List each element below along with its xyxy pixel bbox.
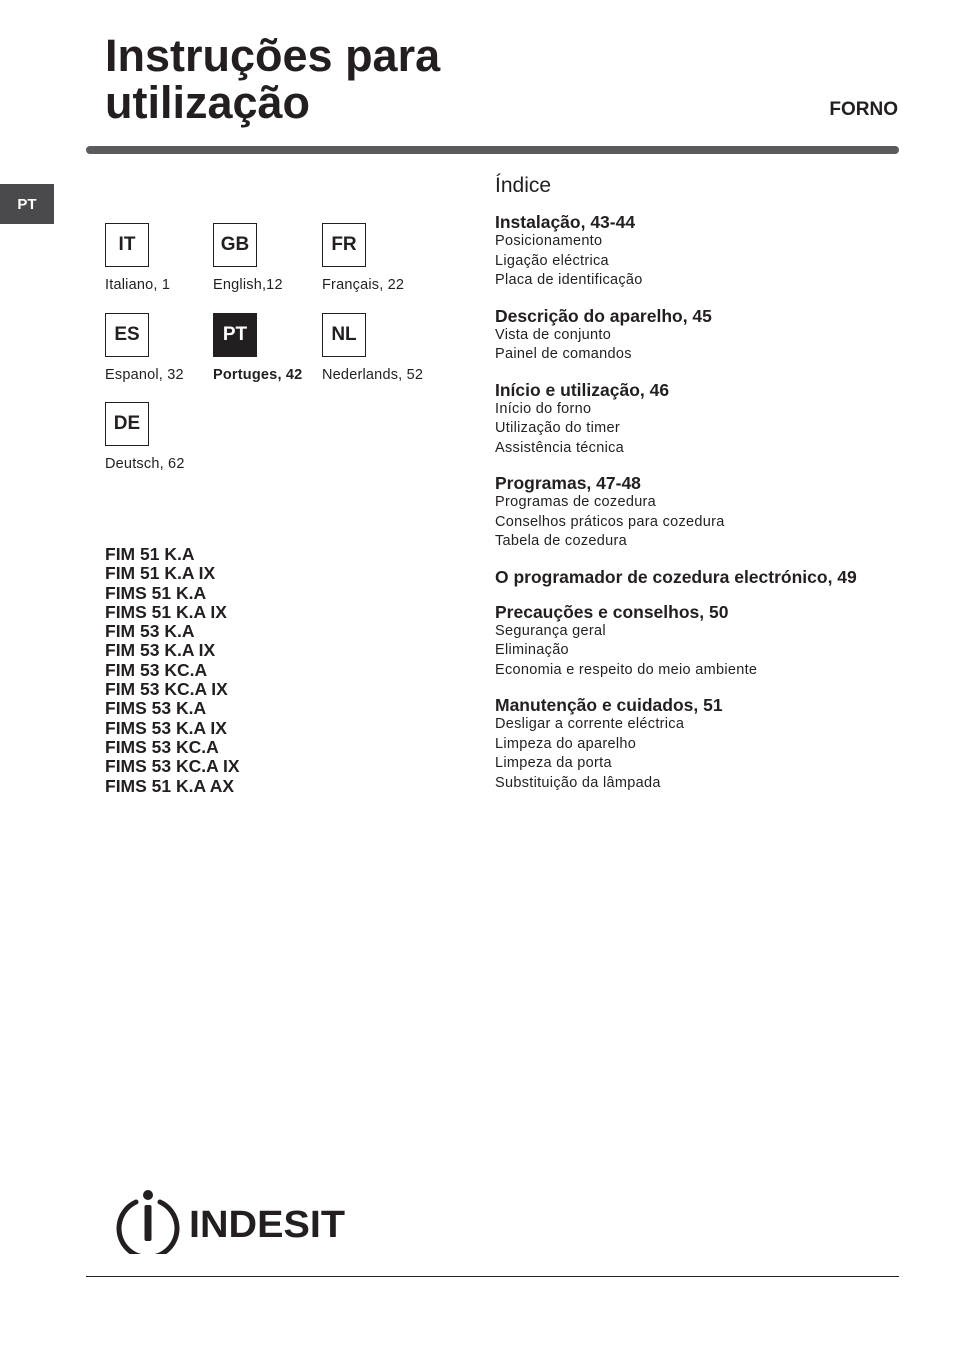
language-code-box: GB xyxy=(213,223,257,267)
toc-item[interactable]: Painel de comandos xyxy=(495,346,632,362)
language-nl[interactable] xyxy=(322,313,424,383)
toc-item[interactable]: Posicionamento xyxy=(495,233,603,249)
toc-title: Índice xyxy=(495,174,552,197)
header-divider xyxy=(86,146,899,154)
language-de[interactable] xyxy=(105,402,185,472)
toc-item[interactable]: Eliminação xyxy=(495,642,569,658)
toc-item[interactable]: Placa de identificação xyxy=(495,272,643,288)
language-es[interactable] xyxy=(105,313,184,383)
toc-item[interactable]: Vista de conjunto xyxy=(495,326,612,343)
indesit-logo-icon xyxy=(116,1188,348,1254)
toc-section xyxy=(495,307,895,365)
toc-section-heading[interactable]: Instalação, 43-44 xyxy=(495,212,636,232)
model-item: FIM 53 K.A IX xyxy=(105,640,216,661)
toc-section xyxy=(495,696,895,793)
toc-section xyxy=(495,474,895,552)
language-side-tab: PT xyxy=(0,184,54,224)
language-label: English,12 xyxy=(213,277,283,293)
toc-item[interactable]: Ligação eléctrica xyxy=(495,252,609,269)
language-code-box: ES xyxy=(105,313,149,357)
toc-item[interactable]: Programas de cozedura xyxy=(495,494,657,510)
toc-section xyxy=(495,603,895,681)
toc-item[interactable]: Limpeza do aparelho xyxy=(495,735,637,752)
language-code-box: DE xyxy=(105,402,149,446)
toc-section-heading[interactable]: Manutenção e cuidados, 51 xyxy=(495,695,723,715)
language-pt[interactable] xyxy=(213,313,303,383)
model-item: FIMS 53 K.A xyxy=(105,698,207,719)
toc-section-heading[interactable]: Precauções e conselhos, 50 xyxy=(495,601,729,622)
toc-item[interactable]: Economia e respeito do meio ambiente xyxy=(495,661,758,678)
toc-item[interactable]: Segurança geral xyxy=(495,622,606,639)
language-label: Français, 22 xyxy=(322,277,405,293)
language-label: Deutsch, 62 xyxy=(105,456,185,472)
toc-section xyxy=(495,381,895,459)
language-code-box: IT xyxy=(105,223,149,267)
language-code-box: NL xyxy=(322,313,366,357)
toc-section-heading[interactable]: Descrição do aparelho, 45 xyxy=(495,305,712,326)
model-item: FIMS 53 K.A IX xyxy=(105,717,227,738)
model-item: FIM 53 KC.A IX xyxy=(105,679,228,700)
model-item: FIM 51 K.A IX xyxy=(105,563,216,584)
brand-wordmark: INDESIT xyxy=(189,1204,345,1246)
toc-item[interactable]: Limpeza da porta xyxy=(495,755,612,771)
language-it[interactable] xyxy=(105,223,171,293)
product-type: FORNO xyxy=(829,99,898,120)
model-item: FIM 51 K.A xyxy=(105,544,195,564)
language-label: Espanol, 32 xyxy=(105,367,184,383)
model-item: FIMS 51 K.A IX xyxy=(105,601,227,622)
model-item: FIMS 51 K.A AX xyxy=(105,775,235,796)
toc-item[interactable]: Início do forno xyxy=(495,400,592,417)
model-list xyxy=(105,545,240,796)
toc-item[interactable]: Tabela de cozedura xyxy=(495,533,627,549)
toc-section-heading[interactable]: O programador de cozedura electrónico, 49 xyxy=(495,566,857,587)
language-label: Italiano, 1 xyxy=(105,277,171,293)
indesit-logo xyxy=(116,1188,348,1259)
title-line-1: Instruções para xyxy=(105,30,441,81)
language-gb[interactable] xyxy=(213,223,283,293)
page-title xyxy=(105,32,440,126)
model-item: FIMS 51 K.A xyxy=(105,582,207,603)
model-item: FIM 53 K.A xyxy=(105,621,195,642)
language-fr[interactable] xyxy=(322,223,405,293)
title-line-2: utilização xyxy=(105,77,311,128)
language-label: Nederlands, 52 xyxy=(322,367,424,383)
toc-item[interactable]: Substituição da lâmpada xyxy=(495,774,661,791)
toc-item[interactable]: Desligar a corrente eléctrica xyxy=(495,716,685,732)
footer-divider xyxy=(86,1276,899,1277)
toc-item[interactable]: Assistência técnica xyxy=(495,439,625,456)
table-of-contents xyxy=(495,174,895,809)
toc-item[interactable]: Utilização do timer xyxy=(495,420,620,436)
model-item: FIMS 53 KC.A IX xyxy=(105,756,240,777)
toc-section xyxy=(495,568,895,587)
language-code-box: FR xyxy=(322,223,366,267)
model-item: FIM 53 KC.A xyxy=(105,659,208,680)
model-item: FIMS 53 KC.A xyxy=(105,736,219,757)
toc-section-heading[interactable]: Programas, 47-48 xyxy=(495,473,641,493)
toc-section xyxy=(495,213,895,291)
toc-item[interactable]: Conselhos práticos para cozedura xyxy=(495,513,725,530)
toc-section-heading[interactable]: Início e utilização, 46 xyxy=(495,379,670,400)
language-code-box: PT xyxy=(213,313,257,357)
language-label: Portuges, 42 xyxy=(213,367,303,383)
